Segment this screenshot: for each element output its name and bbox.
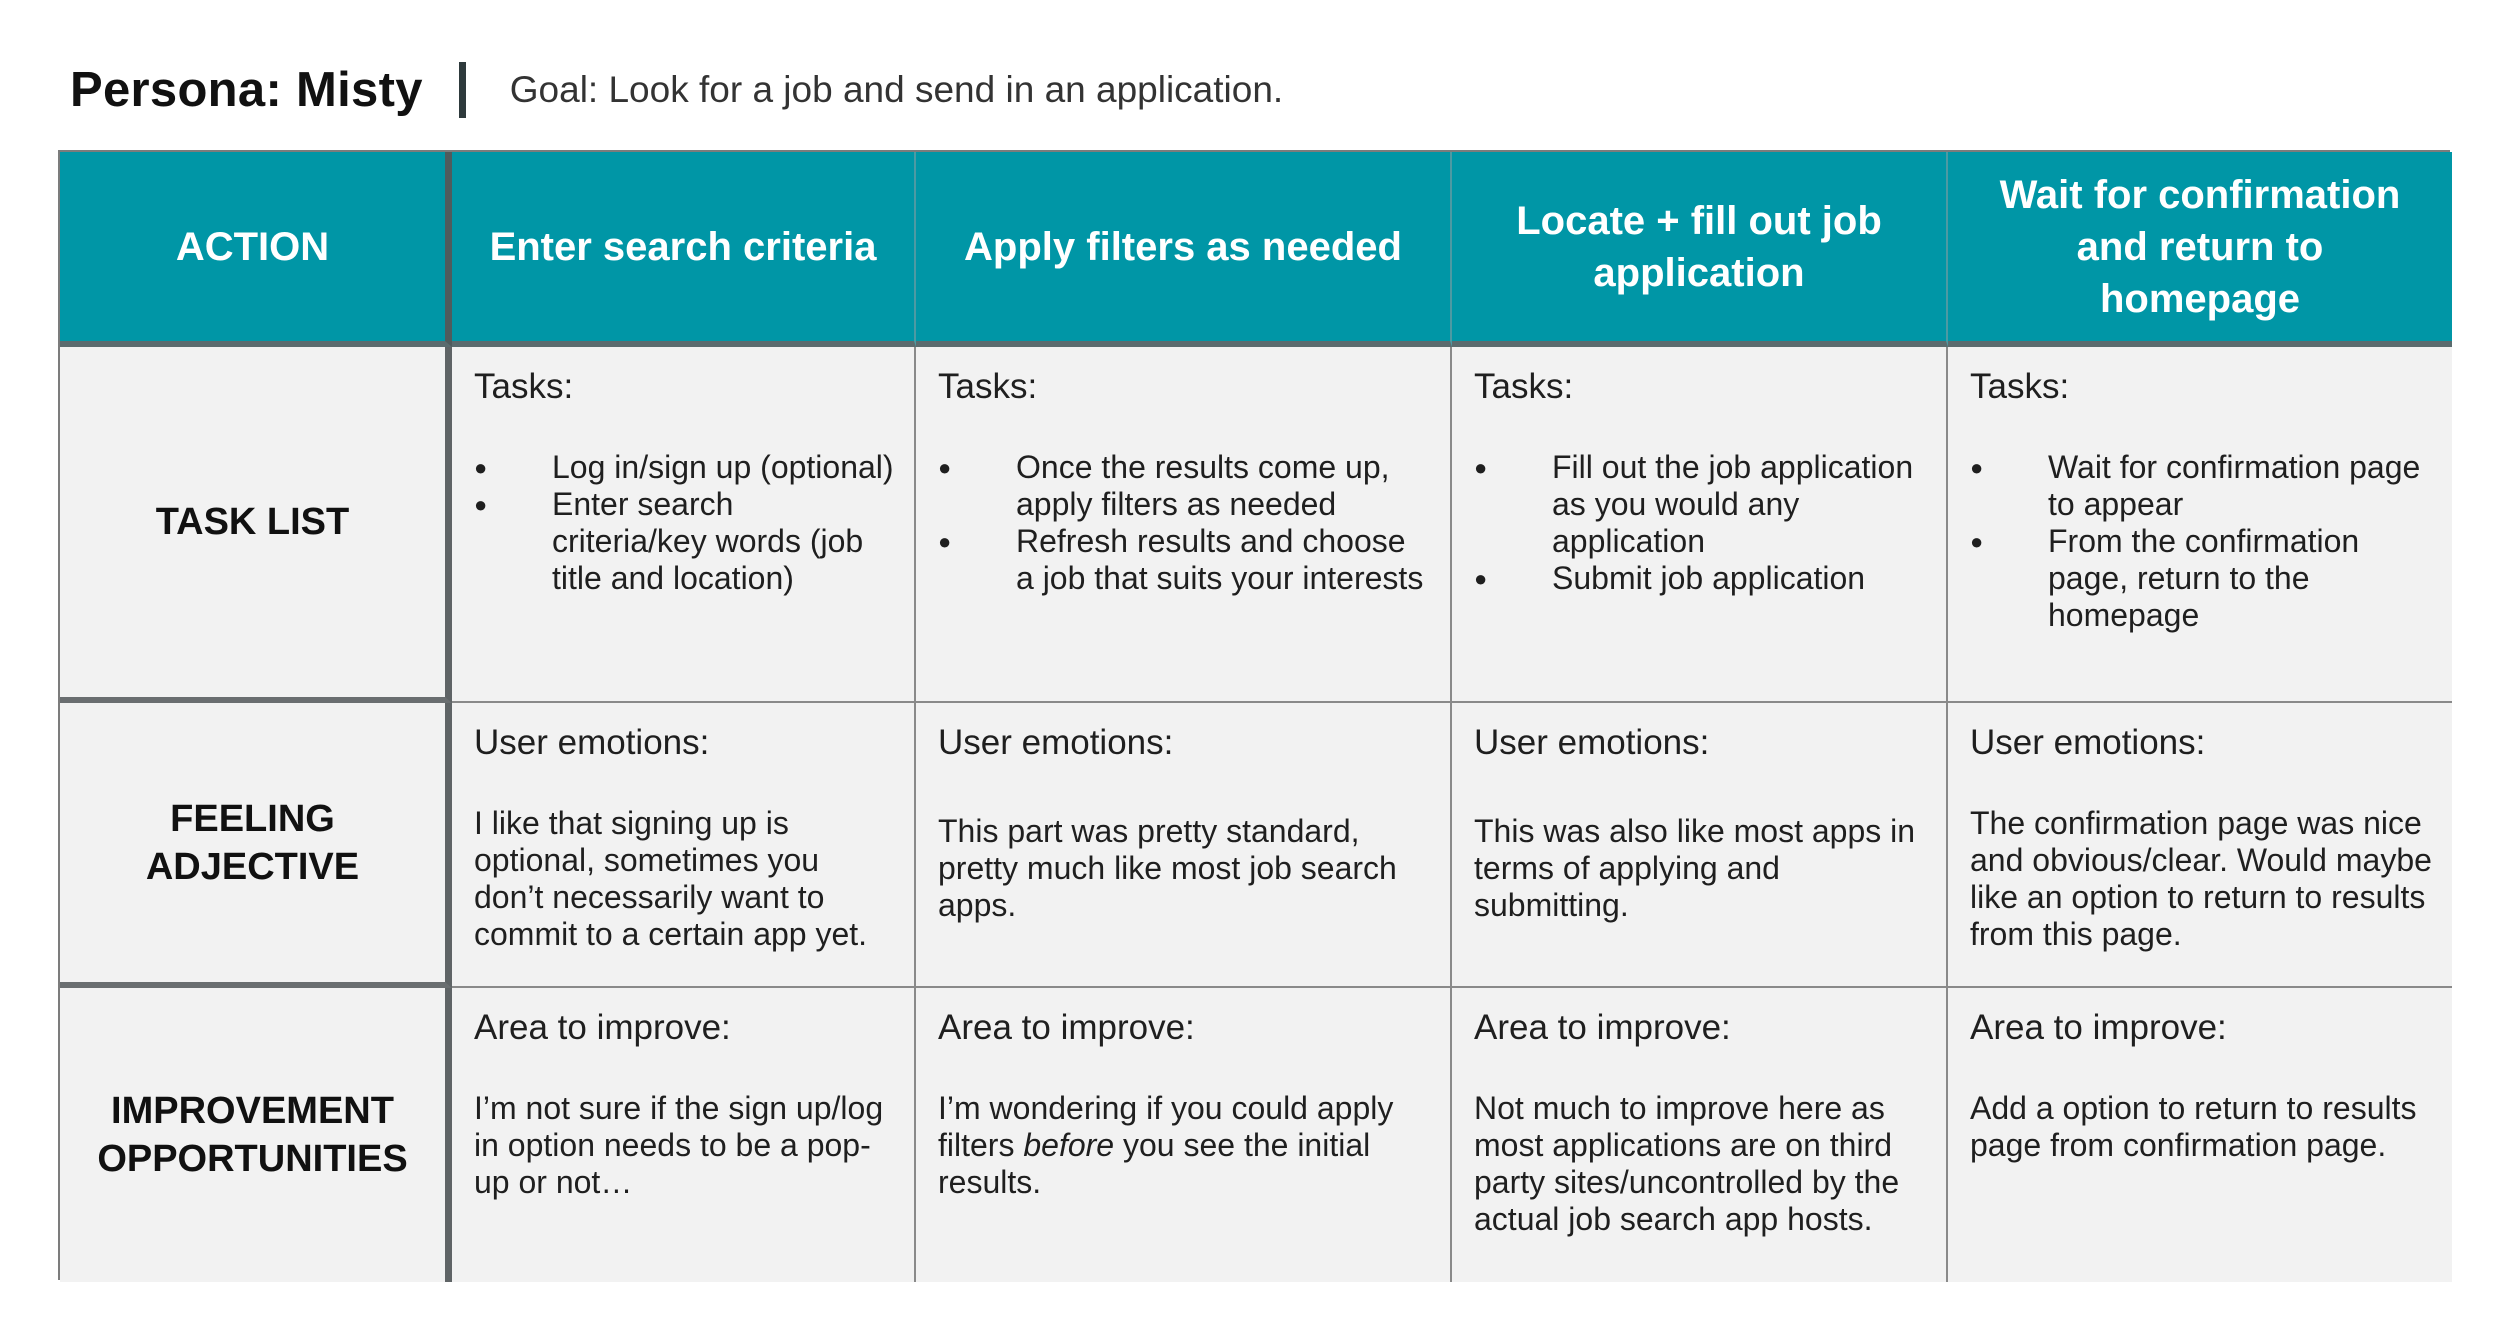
improve-text-pre: I’m wondering if you could apply filters: [938, 1090, 1394, 1163]
improve-text: [474, 1090, 894, 1201]
task-item: ● Once the results come up, apply filters as needed: [938, 449, 1430, 523]
task-item: ● Enter search criteria/key words (job title and location): [474, 486, 894, 597]
tasks-heading: Tasks:: [474, 367, 574, 406]
emotions-cell-1: [452, 703, 916, 988]
improve-text-pre: I’m not sure if the sign up/log in option needs to be a pop-up or not…: [474, 1090, 884, 1200]
emotions-heading: User emotions:: [474, 723, 710, 762]
stage-title: Enter search criteria: [489, 224, 877, 269]
feeling-label: [60, 703, 452, 988]
emotions-cell-4: [1948, 703, 2452, 988]
improve-text-post: you see the initial results.: [938, 1127, 1371, 1200]
improve-cell-1: [452, 988, 916, 1282]
stage-header-1: [452, 152, 916, 347]
task-list-label: [60, 347, 452, 703]
improvement-label: [60, 988, 452, 1282]
tasks-cell-4: [1948, 347, 2452, 703]
improve-heading: Area to improve:: [474, 1008, 731, 1047]
tasks-heading: Tasks:: [1474, 367, 1574, 406]
improve-text: [938, 1090, 1430, 1201]
emotions-heading: User emotions:: [938, 723, 1174, 762]
goal-text: Goal: Look for a job and send in an application.: [509, 69, 1284, 110]
task-item: ● From the confirmation page, return to the homepage: [1970, 523, 2432, 634]
tasks-heading: Tasks:: [1970, 367, 2070, 406]
tasks-heading: Tasks:: [938, 367, 1038, 406]
stage-title: Locate + fill out job application: [1516, 198, 1882, 295]
task-item: ● Fill out the job application as you would any application: [1474, 449, 1926, 560]
improvement-label-text: IMPROVEMENT OPPORTUNITIES: [97, 1090, 408, 1180]
task-bullets: [1970, 449, 2432, 634]
action-label: [60, 152, 452, 347]
tasks-cell-3: [1452, 347, 1948, 703]
persona-title: Persona: Misty: [70, 63, 423, 117]
emotions-heading: User emotions:: [1970, 723, 2206, 762]
improve-text-emphasis: before: [1023, 1127, 1115, 1163]
improve-heading: Area to improve:: [1474, 1008, 1731, 1047]
emotions-text: This part was pretty standard, pretty much like most job search apps.: [938, 813, 1397, 923]
task-item: ● Log in/sign up (optional): [474, 449, 894, 486]
task-bullets: [1474, 449, 1926, 597]
emotions-text: This was also like most apps in terms of applying and submitting.: [1474, 813, 1916, 923]
improve-text: [1474, 1090, 1926, 1238]
emotions-heading: User emotions:: [1474, 723, 1710, 762]
stage-header-2: [916, 152, 1452, 347]
stage-title: Wait for confirmation and return to homepage: [1999, 172, 2401, 321]
task-list-label-text: TASK LIST: [155, 501, 350, 543]
emotions-cell-2: [916, 703, 1452, 988]
emotions-text: The confirmation page was nice and obvious/clear. Would maybe like an option to return to results from this page.: [1970, 805, 2432, 952]
stage-header-3: [1452, 152, 1948, 347]
improve-cell-3: [1452, 988, 1948, 1282]
task-bullets: [938, 449, 1430, 597]
tasks-cell-1: [452, 347, 916, 703]
task-item: ● Refresh results and choose a job that suits your interests: [938, 523, 1430, 597]
tasks-cell-2: [916, 347, 1452, 703]
improve-cell-4: [1948, 988, 2452, 1282]
task-item: ● Submit job application: [1474, 560, 1926, 597]
feeling-label-text: FEELING ADJECTIVE: [145, 797, 360, 888]
improve-text: [1970, 1090, 2432, 1164]
stage-header-4: [1948, 152, 2452, 347]
action-label-text: ACTION: [175, 224, 330, 269]
improve-cell-2: [916, 988, 1452, 1282]
improve-heading: Area to improve:: [938, 1008, 1195, 1047]
improve-text-pre: Add a option to return to results page from confirmation page.: [1970, 1090, 2417, 1163]
title-divider: [459, 62, 466, 118]
emotions-text: I like that signing up is optional, sometimes you don’t necessarily want to commit to a certain app yet.: [474, 805, 868, 952]
improve-heading: Area to improve:: [1970, 1008, 2227, 1047]
page-header: [70, 55, 1283, 125]
stage-title: Apply filters as needed: [964, 224, 1402, 269]
task-item: ● Wait for confirmation page to appear: [1970, 449, 2432, 523]
journey-map-table: [58, 150, 2450, 1280]
task-bullets: [474, 449, 894, 597]
improve-text-pre: Not much to improve here as most applications are on third party sites/uncontrolled by the actual job search app hosts.: [1474, 1090, 1900, 1237]
emotions-cell-3: [1452, 703, 1948, 988]
